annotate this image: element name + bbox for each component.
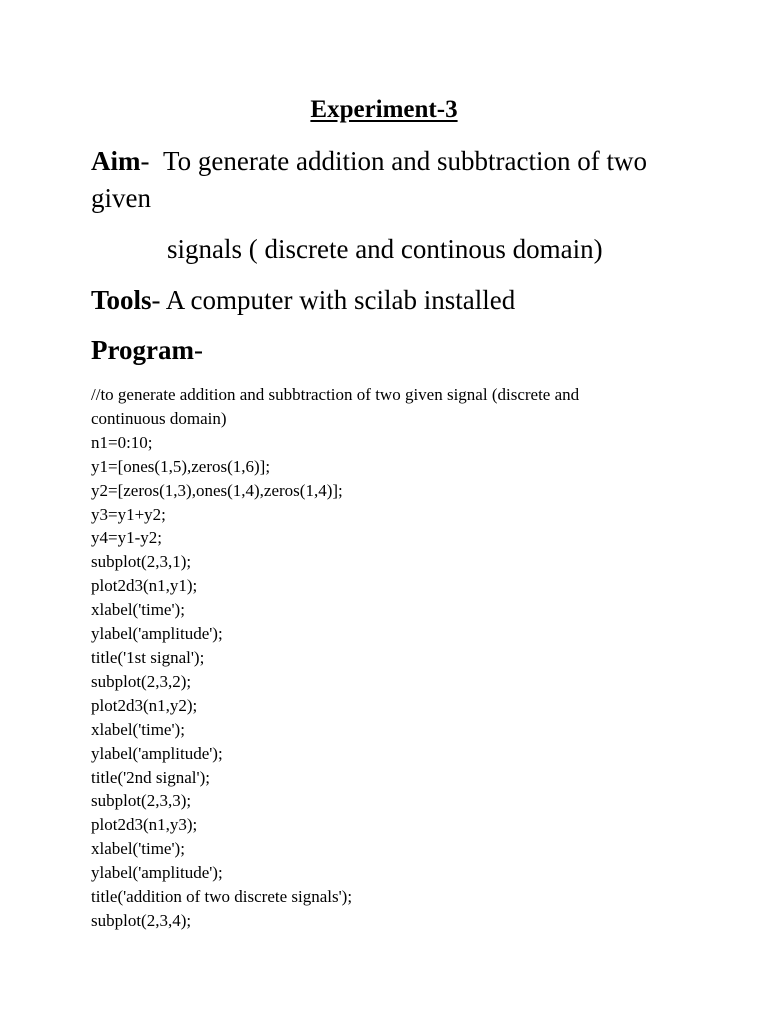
code-line: subplot(2,3,3); — [91, 791, 192, 811]
code-line: y2=[zeros(1,3),ones(1,4),zeros(1,4)]; — [91, 480, 343, 500]
code-line: ylabel('amplitude'); — [91, 624, 223, 644]
tools-line — [91, 283, 515, 317]
tools-label: Tools — [91, 285, 152, 315]
code-line: continuous domain) — [91, 408, 227, 428]
code-line: plot2d3(n1,y3); — [91, 815, 198, 835]
code-line: plot2d3(n1,y1); — [91, 576, 198, 596]
code-line: y4=y1-y2; — [91, 528, 162, 548]
code-line: plot2d3(n1,y2); — [91, 695, 198, 715]
code-line: title('1st signal'); — [91, 647, 205, 667]
program-code-block — [91, 383, 691, 933]
aim-line-1 — [91, 144, 647, 178]
page-title: Experiment-3 — [310, 96, 458, 123]
code-line: xlabel('time'); — [91, 839, 185, 859]
program-line — [91, 333, 203, 367]
code-line: n1=0:10; — [91, 432, 153, 452]
code-line: y1=[ones(1,5),zeros(1,6)]; — [91, 456, 271, 476]
code-line: title('2nd signal'); — [91, 767, 210, 787]
code-line: subplot(2,3,4); — [91, 910, 192, 930]
code-line: subplot(2,3,2); — [91, 671, 192, 691]
program-separator: - — [193, 335, 203, 365]
aim-label: Aim — [91, 146, 141, 176]
code-line: subplot(2,3,1); — [91, 552, 192, 572]
tools-text: - A computer with scilab installed — [151, 285, 516, 315]
code-line: title('addition of two discrete signals'); — [91, 887, 353, 907]
aim-text-line-3: signals ( discrete and continous domain) — [167, 234, 603, 264]
code-line: ylabel('amplitude'); — [91, 743, 223, 763]
aim-text-line-1: To generate addition and subbtraction of two — [163, 146, 647, 176]
code-line: //to generate addition and subbtraction of two given signal (discrete and — [91, 385, 580, 404]
aim-text-line-2: given — [91, 183, 151, 213]
code-line: y3=y1+y2; — [91, 504, 166, 524]
code-line: ylabel('amplitude'); — [91, 863, 223, 883]
code-line: xlabel('time'); — [91, 719, 185, 739]
program-label: Program — [91, 335, 194, 365]
code-line: xlabel('time'); — [91, 600, 185, 620]
aim-separator: - — [140, 146, 150, 176]
